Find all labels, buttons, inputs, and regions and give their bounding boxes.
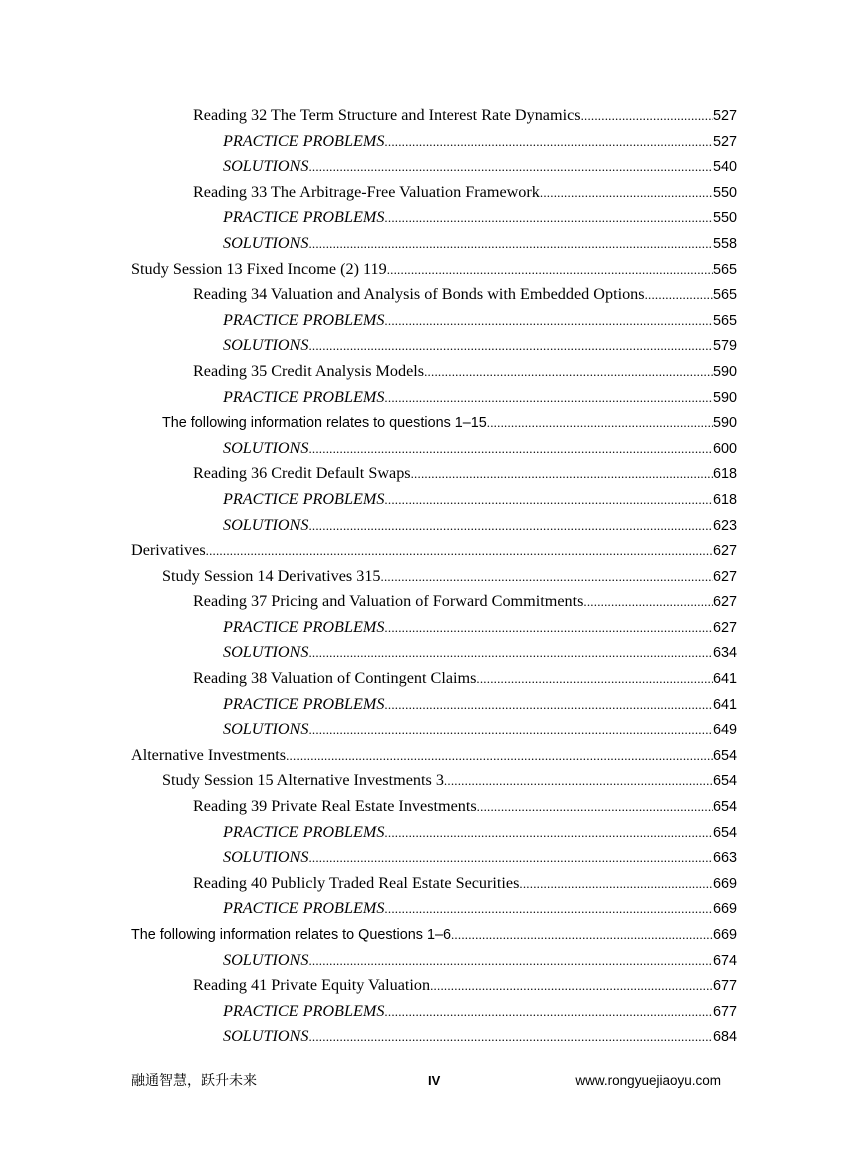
- toc-entry[interactable]: [0, 973, 868, 999]
- toc-entry-page: 641: [712, 696, 737, 713]
- dot-leader: [308, 513, 713, 539]
- toc-entry-page: 674: [712, 952, 737, 969]
- toc-entry-page: 654: [712, 747, 737, 764]
- footer-website: www.rongyuejiaoyu.com: [575, 1073, 721, 1088]
- toc-entry-page: 527: [712, 133, 737, 150]
- dot-leader: [308, 231, 713, 257]
- toc-entry[interactable]: [0, 129, 868, 155]
- toc-entry-title: Study Session 13 Fixed Income (2) 119: [131, 259, 387, 278]
- toc-entry-page: 684: [712, 1029, 737, 1046]
- toc-entry-page: 623: [712, 517, 737, 534]
- toc-entry-page: 649: [712, 722, 737, 739]
- toc-entry-title: SOLUTIONS: [223, 1027, 309, 1046]
- toc-entry-title: PRACTICE PROBLEMS: [223, 1001, 385, 1020]
- toc-entry-title: SOLUTIONS: [223, 336, 309, 355]
- dot-leader: [477, 794, 713, 820]
- dot-leader: [581, 103, 713, 129]
- toc-entry-title: The following information relates to Questions 1–6: [131, 927, 451, 943]
- toc-entry-title: PRACTICE PROBLEMS: [223, 694, 385, 713]
- toc-entry[interactable]: [0, 640, 868, 666]
- toc-entry-title: Study Session 15 Alternative Investments 3: [162, 771, 444, 790]
- toc-entry-title: Alternative Investments: [131, 745, 287, 764]
- toc-entry-page: 558: [712, 235, 737, 252]
- toc-entry[interactable]: [0, 845, 868, 871]
- toc-entry-page: 590: [712, 415, 737, 432]
- toc-entry[interactable]: [0, 1024, 868, 1050]
- toc-entry[interactable]: [0, 103, 868, 129]
- toc-entry-page: 663: [712, 850, 737, 867]
- toc-entry-title: SOLUTIONS: [223, 157, 309, 176]
- dot-leader: [384, 999, 713, 1025]
- toc-entry-title: Reading 41 Private Equity Valuation: [193, 976, 431, 995]
- toc-entry-title: Reading 36 Credit Default Swaps: [193, 464, 411, 483]
- toc-entry-title: Reading 37 Pricing and Valuation of Forward Commitments: [193, 592, 584, 611]
- dot-leader: [583, 589, 713, 615]
- toc-entry[interactable]: [0, 538, 868, 564]
- toc-entry-title: PRACTICE PROBLEMS: [223, 489, 385, 508]
- dot-leader: [308, 948, 713, 974]
- dot-leader: [384, 308, 713, 334]
- toc-entry-title: Derivatives: [131, 541, 206, 560]
- toc-entry[interactable]: [0, 257, 868, 283]
- toc-entry-page: 627: [712, 594, 737, 611]
- toc-entry[interactable]: [0, 487, 868, 513]
- toc-entry-title: SOLUTIONS: [223, 720, 309, 739]
- toc-entry[interactable]: [0, 461, 868, 487]
- dot-leader: [308, 333, 713, 359]
- toc-entry-page: 565: [712, 261, 737, 278]
- page-number: IV: [428, 1073, 441, 1088]
- toc-entry-title: PRACTICE PROBLEMS: [223, 208, 385, 227]
- toc-entry[interactable]: [0, 999, 868, 1025]
- toc-entry[interactable]: [0, 231, 868, 257]
- dot-leader: [424, 359, 713, 385]
- toc-entry-title: Reading 40 Publicly Traded Real Estate Securities: [193, 873, 520, 892]
- toc-entry-page: 527: [712, 108, 737, 124]
- page-footer: [131, 1070, 721, 1092]
- dot-leader: [387, 257, 713, 283]
- toc-entry-title: SOLUTIONS: [223, 438, 309, 457]
- dot-leader: [308, 845, 713, 871]
- toc-entry-page: 618: [712, 466, 737, 483]
- toc-entry-page: 677: [712, 978, 737, 995]
- toc-entry[interactable]: [0, 436, 868, 462]
- dot-leader: [286, 743, 713, 769]
- toc-entry-page: 654: [712, 773, 737, 790]
- toc-entry-title: PRACTICE PROBLEMS: [223, 899, 385, 918]
- dot-leader: [384, 692, 713, 718]
- toc-entry-page: 669: [712, 901, 737, 918]
- toc-entry-title: SOLUTIONS: [223, 643, 309, 662]
- dot-leader: [381, 564, 713, 590]
- toc-entry-title: PRACTICE PROBLEMS: [223, 617, 385, 636]
- toc-entry-page: 627: [712, 568, 737, 585]
- toc-entry[interactable]: [0, 282, 868, 308]
- dot-leader: [384, 129, 713, 155]
- toc-entry[interactable]: [0, 589, 868, 615]
- toc-entry[interactable]: [0, 154, 868, 180]
- dot-leader: [444, 768, 713, 794]
- toc-entry-title: Study Session 14 Derivatives 315: [162, 566, 381, 585]
- toc-entry-page: 634: [712, 645, 737, 662]
- toc-entry-title: PRACTICE PROBLEMS: [223, 822, 385, 841]
- dot-leader: [384, 487, 713, 513]
- dot-leader: [384, 615, 713, 641]
- dot-leader: [540, 180, 713, 206]
- toc-entry-title: Reading 32 The Term Structure and Interest Rate Dynamics: [193, 106, 581, 124]
- toc-entry[interactable]: [0, 564, 868, 590]
- footer-slogan: 融通智慧，跃升未来: [131, 1073, 257, 1089]
- toc-entry[interactable]: [0, 717, 868, 743]
- dot-leader: [451, 922, 713, 948]
- toc-entry-page: 590: [712, 363, 737, 380]
- toc-entry-page: 641: [712, 671, 737, 688]
- dot-leader: [308, 1024, 713, 1050]
- dot-leader: [384, 205, 713, 231]
- toc-entry[interactable]: [0, 871, 868, 897]
- toc-entry-title: SOLUTIONS: [223, 950, 309, 969]
- dot-leader: [384, 820, 713, 846]
- toc-entry[interactable]: [0, 743, 868, 769]
- dot-leader: [384, 896, 713, 922]
- toc-entry[interactable]: [0, 615, 868, 641]
- toc-entry[interactable]: [0, 308, 868, 334]
- toc-entry-page: 654: [712, 799, 737, 816]
- toc-entry-page: 600: [712, 440, 737, 457]
- toc-entry[interactable]: [0, 513, 868, 539]
- toc-entry[interactable]: [0, 692, 868, 718]
- toc-entry[interactable]: [0, 768, 868, 794]
- toc-entry[interactable]: [0, 410, 868, 436]
- dot-leader: [645, 282, 713, 308]
- toc-entry[interactable]: [0, 794, 868, 820]
- dot-leader: [206, 538, 713, 564]
- toc-entry-page: 627: [712, 619, 737, 636]
- toc-entry-title: Reading 39 Private Real Estate Investments: [193, 797, 477, 816]
- toc-entry-title: PRACTICE PROBLEMS: [223, 310, 385, 329]
- toc-entry[interactable]: [0, 385, 868, 411]
- toc-entry[interactable]: [0, 205, 868, 231]
- toc-entry-page: 669: [712, 875, 737, 892]
- toc-entry[interactable]: [0, 948, 868, 974]
- toc-entry-page: 565: [712, 312, 737, 329]
- toc-entry[interactable]: [0, 666, 868, 692]
- dot-leader: [487, 410, 713, 436]
- toc-entry[interactable]: [0, 180, 868, 206]
- toc-entry-page: 579: [712, 338, 737, 355]
- toc-entry-page: 627: [712, 543, 737, 560]
- toc-entry-title: PRACTICE PROBLEMS: [223, 131, 385, 150]
- toc-entry-page: 565: [712, 287, 737, 304]
- toc-entry-title: SOLUTIONS: [223, 848, 309, 867]
- toc-entry[interactable]: [0, 820, 868, 846]
- dot-leader: [476, 666, 713, 692]
- toc-entry-title: SOLUTIONS: [223, 233, 309, 252]
- toc-entry-page: 677: [712, 1003, 737, 1020]
- dot-leader: [308, 640, 713, 666]
- toc-entry-title: SOLUTIONS: [223, 515, 309, 534]
- toc-entry-title: Reading 34 Valuation and Analysis of Bonds with Embedded Options: [193, 285, 645, 304]
- dot-leader: [308, 436, 713, 462]
- toc-entry-page: 590: [712, 389, 737, 406]
- toc-entry-title: Reading 38 Valuation of Contingent Claims: [193, 669, 477, 688]
- toc-entry-title: Reading 35 Credit Analysis Models: [193, 361, 425, 380]
- dot-leader: [308, 154, 713, 180]
- toc-entry-page: 654: [712, 824, 737, 841]
- toc-entry-page: 550: [712, 210, 737, 227]
- table-of-contents: [0, 103, 868, 1050]
- dot-leader: [430, 973, 713, 999]
- toc-entry[interactable]: [0, 896, 868, 922]
- toc-entry[interactable]: [0, 333, 868, 359]
- toc-entry-page: 669: [712, 927, 737, 943]
- toc-entry-title: PRACTICE PROBLEMS: [223, 387, 385, 406]
- dot-leader: [411, 461, 713, 487]
- dot-leader: [384, 385, 713, 411]
- dot-leader: [519, 871, 713, 897]
- dot-leader: [308, 717, 713, 743]
- toc-entry[interactable]: [0, 359, 868, 385]
- toc-entry-page: 550: [712, 184, 737, 201]
- toc-entry[interactable]: [0, 922, 868, 948]
- toc-entry-page: 540: [712, 159, 737, 176]
- toc-entry-title: Reading 33 The Arbitrage-Free Valuation Framework: [193, 182, 540, 201]
- toc-entry-page: 618: [712, 491, 737, 508]
- toc-entry-title: The following information relates to questions 1–15: [162, 415, 487, 432]
